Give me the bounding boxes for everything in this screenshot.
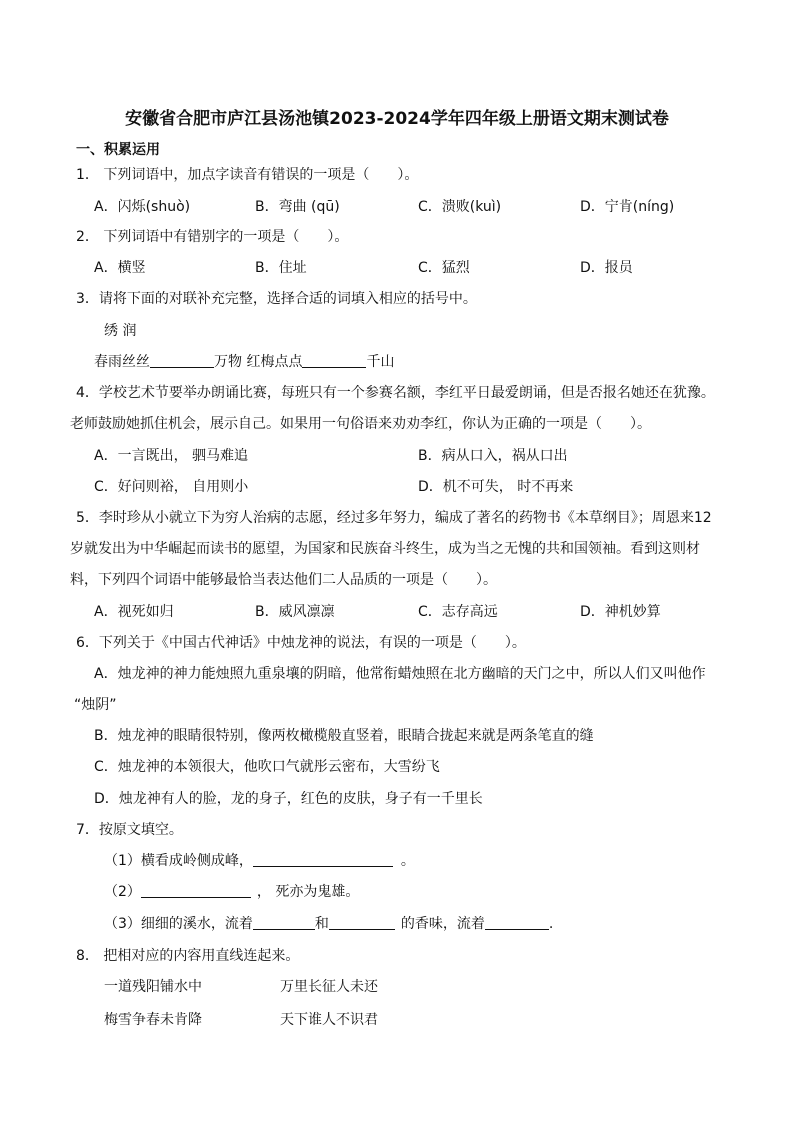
q3-blank-2[interactable] (302, 353, 366, 368)
question-8-stem: 8． 把相对应的内容用直线连起来。 (76, 948, 300, 964)
question-7-stem: 7．按原文填空。 (76, 822, 183, 838)
q7-blank-3[interactable] (253, 915, 315, 930)
q3-couplet-part-2: 万物 红梅点点 (214, 354, 303, 370)
q6-option-b: B．烛龙神的眼睛很特别，像两枚橄榄般直竖着，眼睛合拢起来就是两条笔直的缝 (94, 728, 594, 744)
question-5-stem-line-1: 5．李时珍从小就立下为穷人治病的志愿，经过多年努力，编成了著名的药物书《本草纲目》；周恩来12 (76, 510, 712, 526)
q1-option-a: A．闪烁(shuò) (94, 199, 191, 215)
q7-item-1-text: （1）横看成岭侧成峰， (104, 853, 253, 869)
question-5-stem-line-2: 岁就发出为中华崛起而读书的愿望，为国家和民族奋斗终生，成为当之无愧的共和国领袖。看到这则材 (70, 541, 700, 557)
q7-item-2-label: （2） (104, 884, 141, 900)
q7-item-1-end: 。 (400, 853, 415, 869)
q8-left-item-2: 梅雪争春未肯降 (104, 1012, 202, 1028)
q8-right-item-2: 天下谁人不识君 (280, 1012, 378, 1028)
question-4-stem-line-2: 老师鼓励她抓住机会，展示自己。如果用一句俗语来劝劝李红，你认为正确的一项是（ ）。 (70, 416, 651, 432)
q6-option-c: C．烛龙神的本领很大，他吹口气就彤云密布，大雪纷飞 (94, 759, 440, 775)
document-title: 安徽省合肥市庐江县汤池镇2023-2024学年四年级上册语文期末测试卷 (125, 109, 669, 129)
section-heading: 一、积累运用 (76, 142, 160, 158)
q1-option-c: C．溃败(kuì) (418, 199, 502, 215)
q7-item-1 (104, 851, 415, 871)
q1-option-d: D．宁肯(níng) (580, 199, 675, 215)
question-5-stem-line-3: 料，下列四个词语中能够最恰当表达他们二人品质的一项是（ ）。 (70, 572, 497, 588)
question-1-stem: 1． 下列词语中，加点字读音有错误的一项是（ ）。 (76, 167, 419, 183)
q6-option-d: D．烛龙神有人的脸，龙的身子，红色的皮肤，身子有一千里长 (94, 791, 483, 807)
q7-blank-4[interactable] (329, 915, 395, 930)
q7-item-3-text-a: （3）细细的溪水，流着 (104, 916, 253, 932)
q7-item-2 (104, 882, 359, 902)
question-6-stem: 6．下列关于《中国古代神话》中烛龙神的说法，有误的一项是（ ）。 (76, 635, 526, 651)
q2-option-c: C．猛烈 (418, 260, 470, 276)
q2-option-b: B．住址 (255, 260, 307, 276)
q2-option-a: A．横竖 (94, 260, 146, 276)
q7-item-3-text-b: 和 (314, 916, 329, 932)
q5-option-d: D．神机妙算 (580, 604, 661, 620)
q3-blank-1[interactable] (150, 353, 214, 368)
q4-option-b: B．病从口入，祸从口出 (418, 448, 568, 464)
q4-option-d: D．机不可失， 时不再来 (418, 479, 574, 495)
question-2-stem: 2． 下列词语中有错别字的一项是（ ）。 (76, 229, 349, 245)
q4-option-c: C．好问则裕， 自用则小 (94, 479, 249, 495)
q7-item-3 (104, 914, 553, 934)
q7-blank-5[interactable] (485, 915, 549, 930)
q8-left-item-1: 一道残阳铺水中 (104, 979, 202, 995)
q3-couplet-part-1: 春雨丝丝 (94, 354, 150, 370)
question-4-stem-line-1: 4．学校艺术节要举办朗诵比赛，每班只有一个参赛名额，李红平日最爱朗诵，但是否报名她还在犹豫。 (76, 385, 715, 401)
q3-word-choices: 绣 润 (104, 323, 137, 339)
q6-option-a-line-1: A．烛龙神的神力能烛照九重泉壤的阴暗，他常衔蜡烛照在北方幽暗的天门之中，所以人们又叫他作 (94, 666, 706, 682)
q4-option-a: A．一言既出， 驷马难追 (94, 448, 249, 464)
question-3-stem: 3．请将下面的对联补充完整，选择合适的词填入相应的括号中。 (76, 291, 477, 307)
q8-right-item-1: 万里长征人未还 (280, 979, 378, 995)
q5-option-b: B．威风凛凛 (255, 604, 335, 620)
q7-item-2-text: ， 死亦为鬼雄。 (256, 884, 360, 900)
q5-option-c: C．志存高远 (418, 604, 498, 620)
q7-item-3-end: . (548, 916, 554, 932)
q3-couplet-line (94, 352, 394, 372)
q3-couplet-part-3: 千山 (366, 354, 395, 370)
q6-option-a-line-2: “烛阴” (74, 697, 117, 713)
q7-blank-2[interactable] (141, 883, 251, 898)
q7-blank-1[interactable] (253, 852, 393, 867)
q2-option-d: D．报员 (580, 260, 633, 276)
q1-option-b: B．弯曲 (qū) (255, 199, 340, 215)
q5-option-a: A．视死如归 (94, 604, 174, 620)
q7-item-3-text-c: 的香味，流着 (400, 916, 485, 932)
